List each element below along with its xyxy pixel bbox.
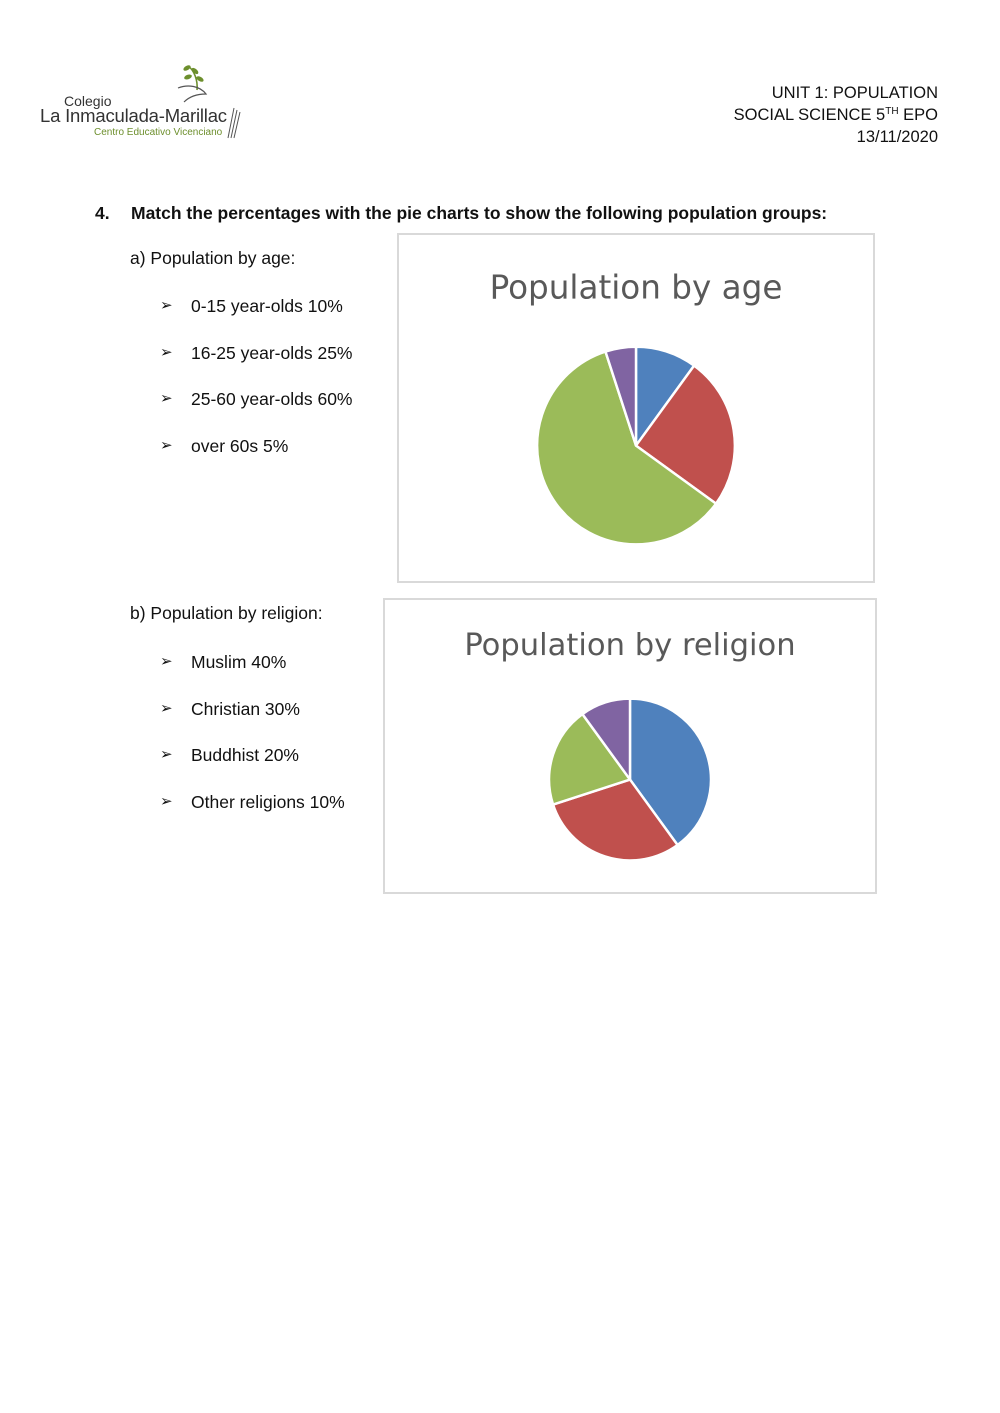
arrow-bullet-icon: ➢	[160, 653, 173, 670]
header-date: 13/11/2020	[856, 128, 938, 146]
header-subject-suffix: EPO	[898, 106, 938, 124]
list-item-text: Christian 30%	[191, 698, 300, 719]
arrow-bullet-icon: ➢	[160, 436, 173, 454]
arrow-bullet-icon: ➢	[160, 792, 173, 810]
logo-tagline: Centro Educativo Vicenciano	[94, 127, 223, 138]
religion-pie-chart-svg	[385, 600, 875, 892]
list-item-text: Buddhist 20%	[191, 745, 299, 765]
header-unit: UNIT 1: POPULATION	[771, 84, 938, 102]
section-b-list	[160, 652, 345, 838]
section-b-title: b) Population by religion:	[130, 603, 323, 623]
header-subject-prefix: SOCIAL SCIENCE 5	[733, 106, 886, 124]
list-item-text: Other religions 10%	[191, 791, 345, 812]
list-item-text: 25-60 year-olds 60%	[191, 389, 353, 409]
list-item-text: 0-15 year-olds 10%	[191, 296, 343, 316]
logo-school-name: La Inmaculada-Marillac	[40, 105, 227, 126]
list-item-text: 16-25 year-olds 25%	[191, 342, 353, 363]
task-text: Match the percentages with the pie charts to show the following population groups:	[131, 203, 828, 223]
task-instruction	[95, 203, 827, 224]
school-logo	[38, 58, 248, 143]
chart-title: Population by religion	[464, 628, 796, 664]
list-item	[160, 343, 352, 390]
arrow-bullet-icon: ➢	[160, 699, 173, 717]
age-pie-chart-svg	[399, 235, 873, 581]
arrow-bullet-icon: ➢	[160, 343, 173, 361]
logo-line-1: Colegio	[64, 93, 112, 109]
arrow-bullet-icon: ➢	[160, 297, 173, 314]
list-item-text: over 60s 5%	[191, 435, 289, 456]
list-item	[160, 389, 352, 436]
list-item	[160, 792, 345, 839]
list-item	[160, 296, 352, 343]
list-item	[160, 699, 345, 746]
list-item	[160, 652, 345, 699]
document-header	[734, 82, 938, 148]
section-a-list	[160, 296, 352, 482]
religion-pie-chart	[383, 598, 877, 894]
age-pie-chart	[397, 233, 875, 583]
arrow-bullet-icon: ➢	[160, 390, 173, 407]
list-item-text: Muslim 40%	[191, 652, 287, 672]
chart-title: Population by age	[489, 268, 783, 307]
arrow-bullet-icon: ➢	[160, 746, 173, 763]
header-subject-sup: TH	[885, 106, 899, 117]
task-number: 4.	[95, 203, 110, 223]
section-a-title: a) Population by age:	[130, 248, 296, 268]
list-item	[160, 745, 345, 792]
list-item	[160, 436, 352, 483]
header-subject	[734, 104, 938, 126]
